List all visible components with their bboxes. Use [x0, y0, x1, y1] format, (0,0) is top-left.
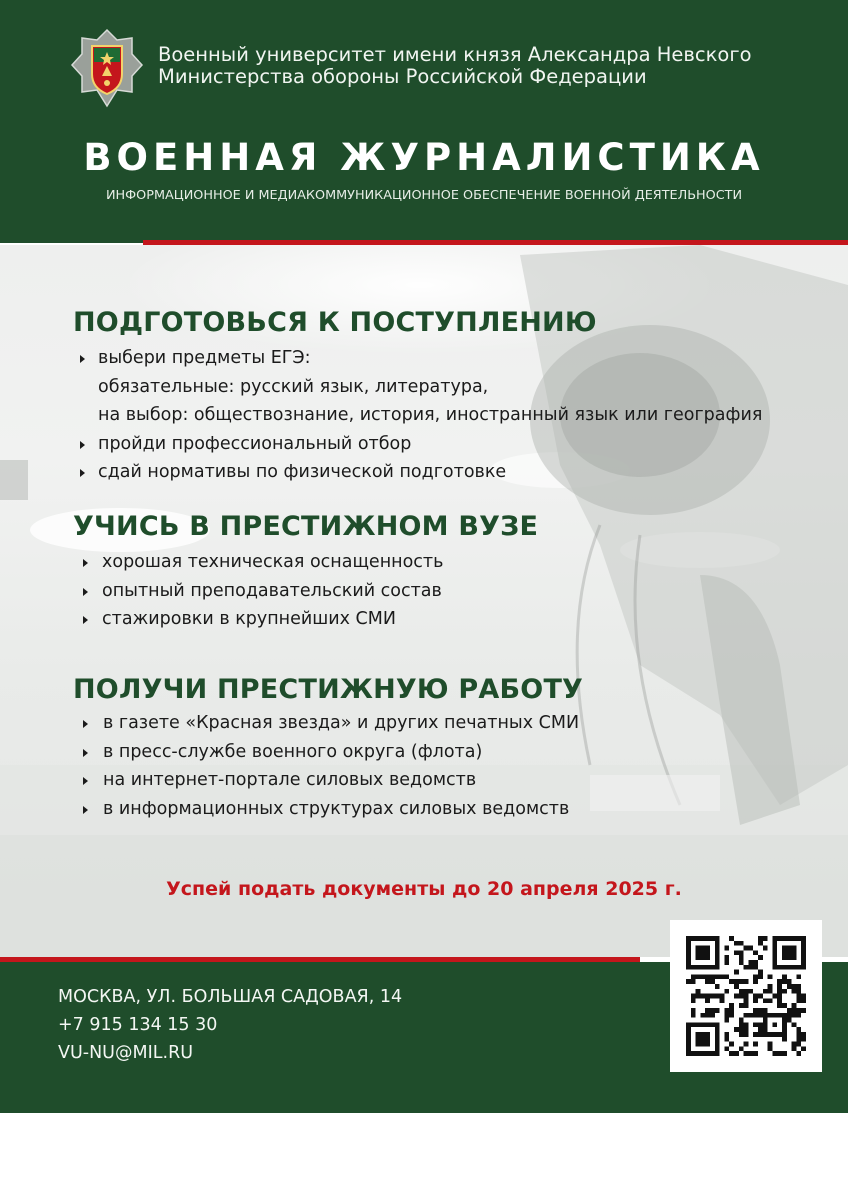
triangle-bullet-icon — [83, 777, 88, 785]
list-item: в информационных структурах силовых ведомств — [80, 795, 579, 824]
contact-email[interactable]: VU-NU@MIL.RU — [58, 1043, 194, 1063]
qr-code-icon — [686, 936, 806, 1056]
triangle-bullet-icon — [83, 616, 88, 624]
list-item: в пресс-службе военного округа (флота) — [80, 738, 579, 767]
list-item: опытный преподавательский состав — [80, 577, 443, 606]
list-item: в газете «Красная звезда» и других печатных СМИ — [80, 709, 579, 738]
university-name-line1: Военный университет имени князя Александра Невского — [158, 43, 752, 66]
list-item: стажировки в крупнейших СМИ — [80, 605, 443, 634]
list-item: сдай нормативы по физической подготовке — [77, 458, 762, 487]
program-subtitle: ИНФОРМАЦИОННОЕ И МЕДИАКОММУНИКАЦИОННОЕ ОБЕСПЕЧЕНИЕ ВОЕННОЙ ДЕЯТЕЛЬНОСТИ — [105, 188, 743, 203]
triangle-bullet-icon — [83, 720, 88, 728]
list-item: хорошая техническая оснащенность — [80, 548, 443, 577]
list-item: пройди профессиональный отбор — [77, 430, 762, 459]
university-name-line2: Министерства обороны Российской Федерации — [158, 65, 647, 88]
contact-phone[interactable]: +7 915 134 15 30 — [58, 1015, 218, 1035]
triangle-bullet-icon — [83, 588, 88, 596]
study-list — [80, 548, 443, 634]
header-band — [0, 0, 848, 243]
program-title: ВОЕННАЯ ЖУРНАЛИСТИКА — [83, 136, 765, 179]
qr-code-panel[interactable] — [670, 920, 822, 1072]
career-list — [80, 709, 579, 823]
prepare-list — [77, 344, 762, 487]
university-emblem-icon — [70, 28, 144, 108]
list-item: на интернет-портале силовых ведомств — [80, 766, 579, 795]
section-title-prepare: ПОДГОТОВЬСЯ К ПОСТУПЛЕНИЮ — [73, 307, 597, 338]
triangle-bullet-icon — [83, 806, 88, 814]
deadline-notice: Успей подать документы до 20 апреля 2025 г. — [166, 878, 682, 900]
triangle-bullet-icon — [83, 749, 88, 757]
section-title-study: УЧИСЬ В ПРЕСТИЖНОМ ВУЗЕ — [73, 511, 539, 542]
triangle-bullet-icon — [80, 355, 85, 363]
list-item: выбери предметы ЕГЭ: обязательные: русский язык, литература, на выбор: обществознание, история, иностранный язык или география — [77, 344, 762, 430]
triangle-bullet-icon — [80, 441, 85, 449]
triangle-bullet-icon — [83, 559, 88, 567]
contact-address: МОСКВА, УЛ. БОЛЬШАЯ САДОВАЯ, 14 — [58, 987, 403, 1007]
triangle-bullet-icon — [80, 469, 85, 477]
section-title-career: ПОЛУЧИ ПРЕСТИЖНУЮ РАБОТУ — [73, 674, 584, 705]
